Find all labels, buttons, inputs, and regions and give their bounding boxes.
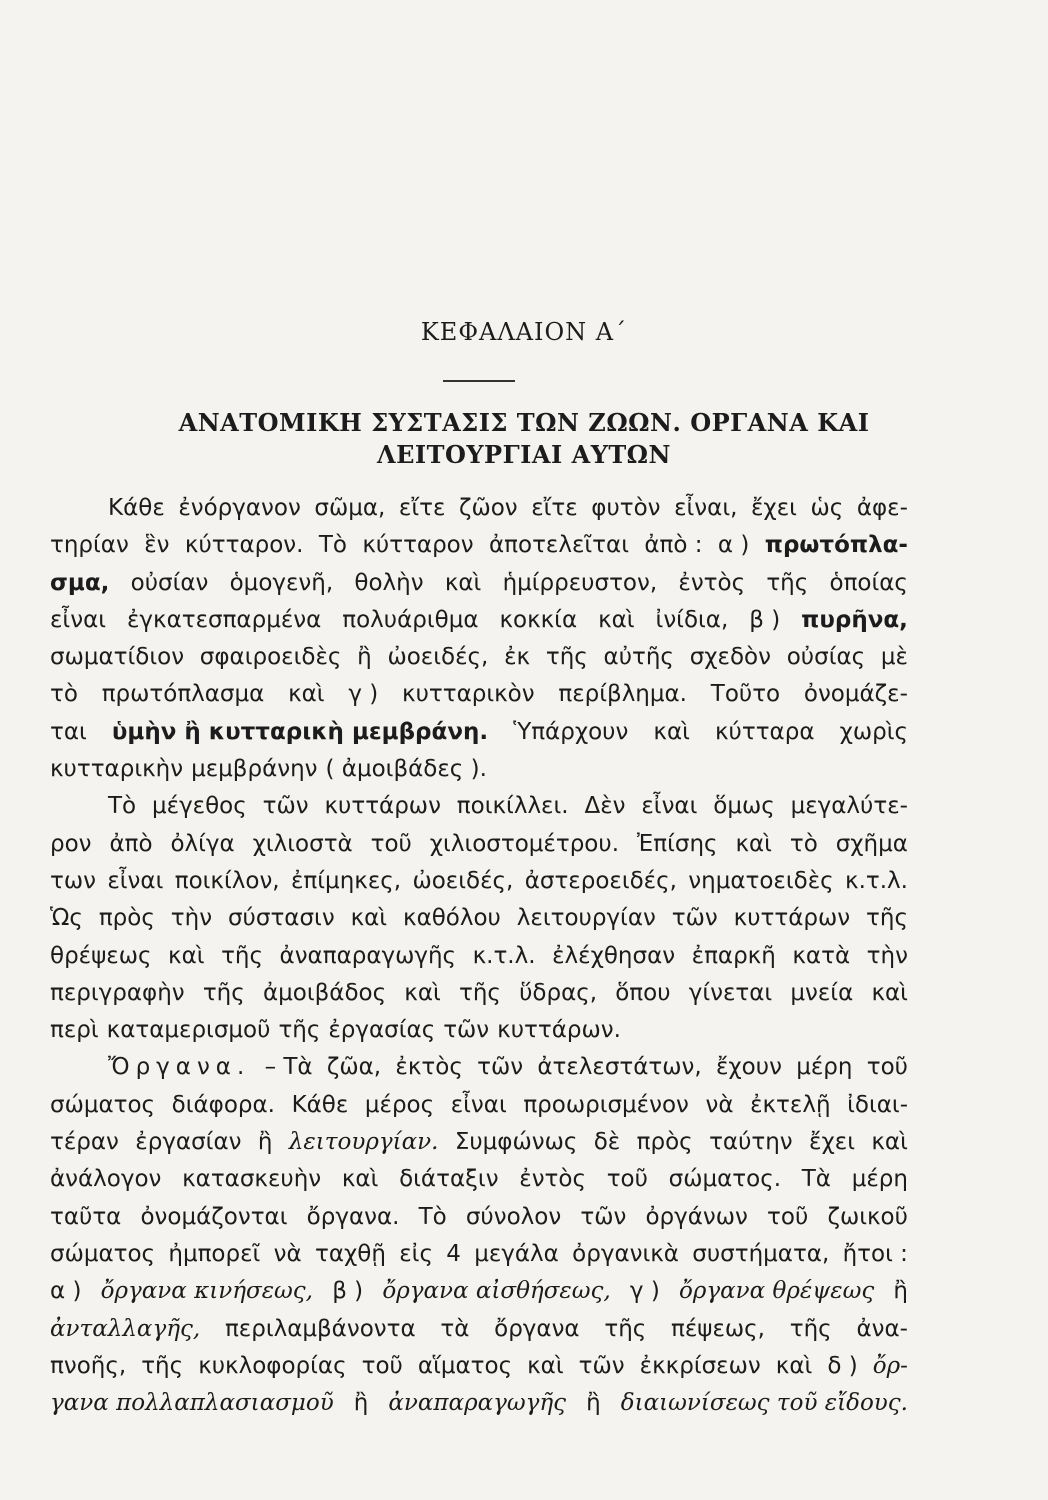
text-line: [50, 1385, 908, 1422]
word: τοῦ: [606, 1166, 648, 1193]
word: τῶν: [671, 905, 718, 932]
word: ἐκκρίσεων: [639, 1352, 761, 1379]
word: τὸ: [50, 681, 78, 708]
text-line: [50, 676, 908, 713]
text-line: [50, 714, 908, 751]
word: σύνολον: [465, 1203, 562, 1230]
word: τῆς: [221, 942, 263, 969]
word: αὐτῆς: [603, 644, 674, 671]
word: πυρῆνα,: [801, 606, 908, 633]
word: κ.τ.λ.: [472, 942, 536, 969]
word: ζωικοῦ: [827, 1203, 908, 1230]
word: Δὲν: [584, 793, 626, 820]
word: πρωτόπλασμα: [101, 681, 265, 708]
word: χιλιοστομέτρου.: [429, 830, 619, 857]
text-line: [50, 1311, 908, 1348]
word: διαιωνίσεως τοῦ εἴδους.: [620, 1390, 908, 1417]
word: κυτταρικὴν: [50, 756, 184, 783]
word: ἢ: [586, 1390, 601, 1417]
word: τῆς: [604, 1315, 647, 1342]
chapter-title-line-2: ΛΕΙΤΟΥΡΓΙΑΙ ΑΥΤΩΝ: [377, 440, 671, 469]
word: καὶ: [527, 1352, 564, 1379]
word: Ὑπάρχουν: [513, 718, 629, 745]
word: τῆς: [202, 979, 245, 1006]
word: καταμερισμοῦ: [106, 1017, 271, 1044]
word: οὐσίαν: [130, 569, 209, 596]
word: δ ): [827, 1352, 858, 1379]
word: τῆς: [545, 644, 588, 671]
word: ὕδρας,: [519, 979, 598, 1006]
word: διάφορα.: [171, 1091, 275, 1118]
text-line: [50, 1161, 908, 1198]
text-line: [50, 788, 908, 825]
word: Ὄργανα.: [108, 1054, 251, 1081]
word: κυττάρων: [733, 905, 851, 932]
word: περιγραφὴν: [50, 979, 185, 1006]
word: ἐντὸς: [678, 569, 746, 596]
text-line: [50, 826, 908, 863]
word: νὰ: [705, 1091, 734, 1118]
word: ἔχει: [750, 495, 797, 521]
word: πολυάριθμα: [342, 606, 479, 633]
word: ἐντὸς: [519, 1166, 586, 1193]
word: τοῦ: [361, 1352, 403, 1379]
word: ὀργανικὰ: [572, 1240, 679, 1267]
word: μεγάλα: [474, 1240, 559, 1267]
word: ὡς: [810, 495, 844, 521]
word: σύστασιν: [227, 905, 335, 932]
word: 4: [446, 1240, 461, 1267]
word: σχῆμα: [835, 830, 908, 857]
word: εἰς: [399, 1240, 433, 1267]
word: ἰνίδια,: [655, 606, 729, 633]
word: χωρὶς: [839, 718, 908, 745]
word: σωματίδιον: [50, 644, 185, 671]
word: προωρισμένον: [523, 1091, 689, 1118]
word: εἶναι: [50, 606, 107, 633]
word: ταχθῇ: [314, 1240, 386, 1267]
text-line: [50, 527, 908, 564]
word: καὶ: [735, 830, 772, 857]
word: ἀτελεστάτων,: [537, 1054, 702, 1081]
text-line: [50, 490, 908, 527]
word: περὶ: [50, 1017, 99, 1044]
word: κυκλοφορίας: [198, 1352, 347, 1379]
word: εἴτε: [398, 495, 446, 521]
word: αἵματος: [417, 1352, 513, 1379]
word: τοῦ: [370, 830, 412, 857]
word: ἰδιαι-: [847, 1091, 908, 1118]
word: ὠοειδές,: [412, 867, 514, 894]
text-line: [50, 1273, 908, 1310]
word: τῆς: [866, 905, 908, 932]
word: ἀποτελεῖται: [489, 532, 629, 559]
word: τῆς: [766, 569, 809, 596]
word: μέγεθος: [152, 793, 247, 820]
chapter-title-line-1: ΑΝΑΤΟΜΙΚΗ ΣΥΣΤΑΣΙΣ ΤΩΝ ΖΩΩΝ. ΟΡΓΑΝΑ ΚΑΙ: [178, 408, 870, 437]
word: πρὸς: [636, 1129, 693, 1156]
word: καθόλου: [403, 905, 501, 932]
word: ἢ: [257, 1129, 273, 1156]
word: οὐσίας: [786, 644, 866, 671]
text-line: [50, 1012, 908, 1049]
word: μὲ: [880, 644, 908, 671]
word: σώματος: [50, 1240, 156, 1267]
word: τῶν: [578, 1352, 625, 1379]
word: καὶ: [444, 569, 482, 596]
word: εἶναι,: [674, 495, 738, 521]
word: μέρη: [796, 1054, 853, 1081]
word: ἐκτελῇ: [750, 1091, 831, 1118]
text-line: [50, 863, 908, 900]
word: θρέψεως: [50, 942, 152, 969]
word: ἐπίμηκες,: [291, 867, 402, 894]
word: σφαιροειδὲς: [199, 644, 342, 671]
word: ὁποίας: [829, 569, 908, 596]
word: κατὰ: [792, 942, 851, 969]
word: καὶ: [598, 606, 635, 633]
word: σώματος.: [668, 1166, 782, 1193]
word: τὰ: [440, 1315, 470, 1342]
word: ἓν: [144, 532, 170, 559]
word: Κάθε: [108, 495, 165, 521]
word: τηρίαν: [50, 532, 129, 559]
word: γανα πολλαπλασιασμοῦ: [50, 1390, 334, 1417]
word: ἀφε-: [856, 495, 908, 521]
word: ἔχουν: [715, 1054, 782, 1081]
word: τὸ: [789, 830, 818, 857]
word: ὄργανα κινήσεως,: [100, 1278, 313, 1305]
word: δὲ: [593, 1129, 621, 1156]
word: Ὡς: [50, 905, 83, 932]
word: ἀναπαραγωγῆς: [388, 1390, 567, 1417]
word: καὶ: [341, 1166, 379, 1193]
word: ἢ: [353, 1390, 369, 1417]
word: – Τὰ: [264, 1054, 313, 1081]
word: γίνεται: [688, 979, 773, 1006]
word: ἐκτὸς: [395, 1054, 463, 1081]
word: τῶν: [477, 1054, 524, 1081]
word: γ ): [348, 681, 379, 708]
text-line: [50, 751, 908, 788]
word: ζῶον: [458, 495, 518, 521]
word: ποικίλλει.: [456, 793, 569, 820]
word: Τὰ: [801, 1166, 831, 1193]
heading-divider: [443, 380, 515, 382]
word: ἀπὸ :: [644, 532, 703, 559]
word: ὀνομάζονται: [140, 1203, 288, 1230]
word: μεμβράνην: [191, 756, 318, 783]
word: ἤτοι :: [842, 1240, 908, 1267]
chapter-heading: ΚΕΦΑΛΑΙΟΝ Α΄: [420, 318, 628, 346]
word: γ ): [629, 1278, 660, 1305]
text-line: [50, 1348, 908, 1385]
text-line: [50, 1124, 908, 1161]
text-line: [50, 602, 908, 639]
word: ὀργάνων: [645, 1203, 748, 1230]
word: μέρος: [364, 1091, 435, 1118]
word: Τὸ: [418, 1203, 447, 1230]
word: ται: [50, 718, 87, 745]
word: πρωτόπλα-: [764, 532, 908, 559]
word: φυτὸν: [591, 495, 661, 521]
word: ἐργασίαν: [135, 1129, 242, 1156]
word: κοκκία: [499, 606, 578, 633]
word: μέρη: [851, 1166, 908, 1193]
text-line: [50, 1199, 908, 1236]
word: λειτουργίαν: [516, 905, 656, 932]
word: μνεία: [790, 979, 854, 1006]
word: α ): [717, 532, 750, 559]
word: ἡμίρρευστον,: [502, 569, 658, 596]
word: ἢ: [357, 644, 372, 671]
word: α ): [50, 1278, 82, 1305]
word: ( ἀμοιβάδες ).: [325, 756, 487, 783]
word: ἠμπορεῖ: [168, 1240, 261, 1267]
word: ὄργανα αἰσθήσεως,: [382, 1278, 611, 1305]
word: ἐνόργανον: [178, 495, 301, 521]
word: καὶ: [350, 905, 388, 932]
word: σώματος: [50, 1091, 156, 1118]
word: ρον: [50, 830, 92, 857]
word: σχεδὸν: [689, 644, 771, 671]
word: κ.τ.λ.: [845, 867, 908, 894]
word: συστήματα,: [692, 1240, 830, 1267]
word: περίβλημα.: [558, 681, 687, 708]
word: ἐργασίας: [328, 1017, 436, 1044]
word: κύτταρα: [715, 718, 815, 745]
word: ἀναπαραγωγῆς: [279, 942, 457, 969]
word: Κάθε: [291, 1091, 349, 1118]
word: θολὴν: [354, 569, 424, 596]
word: ἀνταλλαγῆς,: [50, 1315, 201, 1342]
word: Ἐπίσης: [636, 830, 718, 857]
word: εἶναι: [450, 1091, 507, 1118]
text-line: [50, 565, 908, 602]
word: κατασκευὴν: [182, 1166, 322, 1193]
text-line: [50, 1049, 908, 1086]
word: καὶ: [653, 718, 690, 745]
word: τῶν: [580, 1203, 627, 1230]
word: ὠοειδές,: [387, 644, 489, 671]
word: σῶμα,: [314, 495, 386, 521]
word: τὴν: [866, 942, 908, 969]
word: καὶ: [288, 681, 325, 708]
body-text: [50, 490, 908, 1422]
word: ἐκ: [504, 644, 531, 671]
word: ἀμοιβάδος: [262, 979, 387, 1006]
word: β ): [749, 606, 781, 633]
word: περιλαμβάνοντα: [224, 1315, 416, 1342]
word: ὄργανα.: [306, 1203, 400, 1230]
word: Τοῦτο: [710, 681, 781, 708]
word: κυττάρων.: [497, 1017, 621, 1044]
word: τῶν: [262, 793, 309, 820]
word: καὶ: [775, 1352, 813, 1379]
text-line: [50, 1236, 908, 1273]
word: τῆς: [141, 1352, 184, 1379]
text-line: [50, 938, 908, 975]
word: ὅμως: [713, 793, 775, 820]
word: τὴν: [170, 905, 213, 932]
word: ὁμογενῆ,: [229, 569, 334, 596]
word: των: [50, 867, 96, 894]
word: τέραν: [50, 1129, 119, 1156]
word: ποικίλον,: [174, 867, 280, 894]
word: κύτταρον.: [184, 532, 304, 559]
word: καὶ: [168, 942, 205, 969]
word: Τὸ: [318, 532, 347, 559]
word: νηματοειδὲς: [688, 867, 834, 894]
text-line: [50, 1087, 908, 1124]
word: χιλιοστὰ: [252, 830, 353, 857]
word: ταῦτα: [50, 1203, 122, 1230]
text-line: [50, 900, 908, 937]
word: ὀλίγα: [170, 830, 235, 857]
word: ἢ: [893, 1278, 908, 1305]
word: ὄργανα: [494, 1315, 580, 1342]
word: εἴτε: [531, 495, 578, 521]
word: ἐλέχθησαν: [552, 942, 676, 969]
word: ἐγκατεσπαρμένα: [126, 606, 322, 633]
word: ὀνομάζε-: [803, 681, 908, 708]
word: κύτταρον: [362, 532, 474, 559]
word: τῆς: [789, 1315, 832, 1342]
word: πέψεως,: [671, 1315, 765, 1342]
word: ἀνάλογον: [50, 1166, 162, 1193]
word: εἶναι: [107, 867, 164, 894]
word: τοῦ: [767, 1203, 809, 1230]
word: ἐπαρκῆ: [691, 942, 776, 969]
word: εἶναι: [641, 793, 698, 820]
word: σμα,: [50, 569, 110, 596]
word: ταύτην: [709, 1129, 793, 1156]
word: τῶν: [443, 1017, 490, 1044]
word: διάταξιν: [399, 1166, 499, 1193]
word: ὅπου: [615, 979, 671, 1006]
word: τοῦ: [866, 1054, 908, 1081]
word: κυτταρικὸν: [402, 681, 535, 708]
word: πνοῆς,: [50, 1352, 127, 1379]
word: καὶ: [871, 979, 908, 1006]
word: ζῶα,: [326, 1054, 382, 1081]
word: νὰ: [273, 1240, 302, 1267]
text-line: [50, 639, 908, 676]
word: Τὸ: [108, 793, 137, 820]
word: πρὸς: [98, 905, 155, 932]
word: κυττάρων: [324, 793, 441, 820]
word: ἀνα-: [856, 1315, 908, 1342]
word: τῆς: [278, 1017, 321, 1044]
word: καὶ: [404, 979, 441, 1006]
word: καὶ: [871, 1129, 908, 1156]
word: τῆς: [458, 979, 501, 1006]
word: ὄρ-: [872, 1352, 908, 1379]
word: ἀστεροειδές,: [524, 867, 677, 894]
word: ἀπὸ: [109, 830, 153, 857]
word: β ): [332, 1278, 364, 1305]
word: ὑμὴν ἢ κυτταρικὴ μεμβράνη.: [111, 718, 489, 745]
word: ἔχει: [809, 1129, 855, 1156]
word: Συμφώνως: [454, 1129, 578, 1156]
word: μεγαλύτε-: [790, 793, 908, 820]
text-line: [50, 975, 908, 1012]
word: λειτουργίαν.: [288, 1129, 439, 1156]
word: ὄργανα θρέψεως: [679, 1278, 875, 1305]
